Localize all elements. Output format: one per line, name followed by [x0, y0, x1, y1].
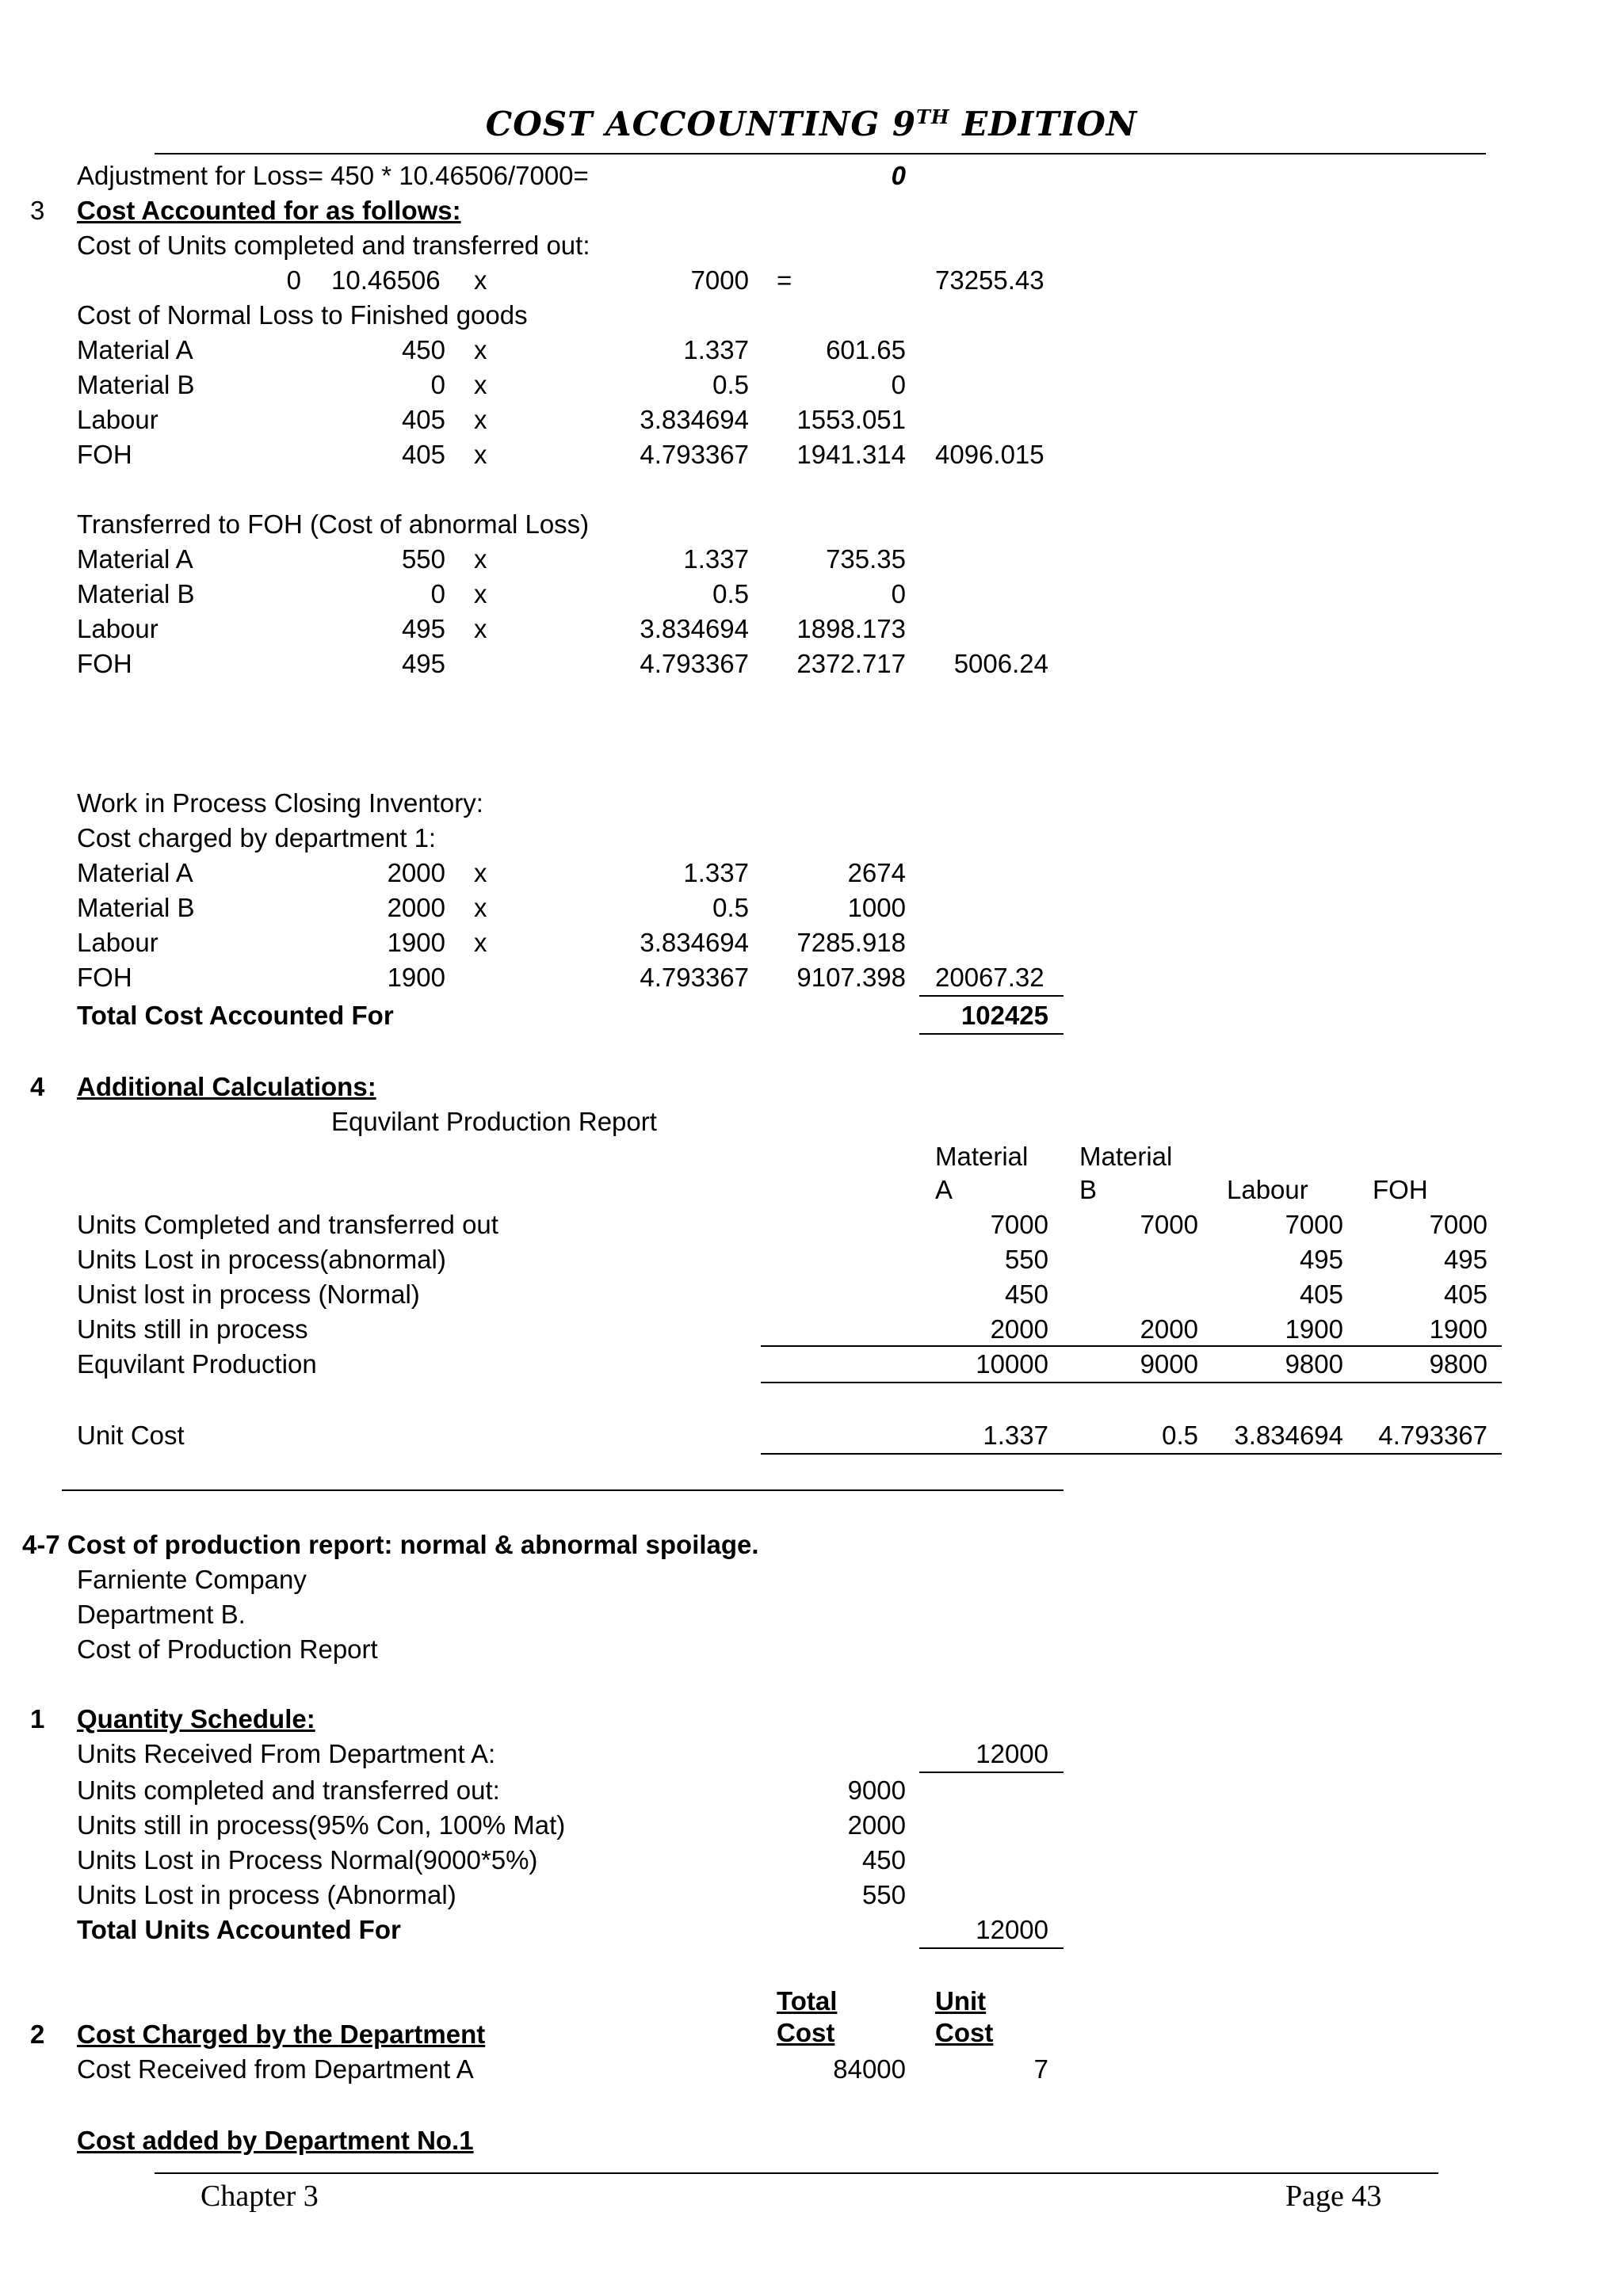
section-title: Cost Accounted for as follows:: [77, 196, 461, 225]
row-amount: 735.35: [826, 544, 906, 574]
section-number: 1: [30, 1704, 45, 1733]
wip-label: Work in Process Closing Inventory:: [77, 788, 483, 818]
cell-labour: 495: [1299, 1245, 1343, 1274]
units-received-value: 12000: [976, 1739, 1048, 1768]
cell-material-a: 550: [1004, 1245, 1048, 1274]
completed-units: 7000: [690, 265, 749, 295]
col-header-unit: Unit: [935, 1986, 987, 2016]
row-name: Material A: [77, 335, 193, 364]
cell-foh: 7000: [1429, 1210, 1487, 1239]
total-rule: [919, 1947, 1064, 1949]
row-label: Units Lost in Process Normal(9000*5%): [77, 1845, 538, 1875]
row-x: x: [474, 614, 487, 643]
row-rate: 0.5: [712, 370, 749, 399]
cell-material-b: 0.5: [1162, 1421, 1198, 1450]
row-rate: 4.793367: [640, 440, 749, 469]
col-header-material-b: Material: [1079, 1142, 1173, 1171]
cell-foh: 4.793367: [1378, 1421, 1487, 1450]
cost-received-unit: 7: [1033, 2054, 1048, 2084]
row-qty: 1900: [387, 928, 445, 957]
completed-total: 73255.43: [935, 265, 1044, 295]
cell-material-b: 7000: [1140, 1210, 1198, 1239]
row-name: Material A: [77, 544, 193, 574]
row-label: Units still in process(95% Con, 100% Mat): [77, 1810, 566, 1840]
cell-labour: 7000: [1285, 1210, 1343, 1239]
cell-labour: 9800: [1285, 1349, 1343, 1379]
row-name: Material A: [77, 858, 193, 887]
cell-foh: 405: [1443, 1280, 1487, 1309]
row-amount: 0: [891, 579, 906, 608]
row-qty: 495: [401, 649, 445, 678]
completed-rate: 10.46506: [331, 265, 441, 295]
row-qty: 2000: [387, 858, 445, 887]
row-qty: 0: [430, 370, 445, 399]
row-qty: 1900: [387, 963, 445, 992]
row-label: Units Completed and transferred out: [77, 1210, 498, 1239]
row-qty: 495: [401, 614, 445, 643]
table-rule: [761, 1382, 1502, 1383]
row-total: 5006.24: [953, 649, 1048, 678]
row-name: Material B: [77, 893, 195, 922]
cell-labour: 405: [1299, 1280, 1343, 1309]
col-header-material-a-sub: A: [935, 1175, 953, 1204]
total-units-value: 12000: [976, 1915, 1048, 1944]
row-name: FOH: [77, 440, 132, 469]
row-rate: 1.337: [683, 544, 749, 574]
abnormal-loss-label: Transferred to FOH (Cost of abnormal Loss): [77, 509, 590, 539]
cost-received-total: 84000: [833, 2054, 906, 2084]
row-amount: 2372.717: [796, 649, 906, 678]
report-name: Cost of Production Report: [77, 1634, 378, 1664]
footer-page-number: Page 43: [1285, 2180, 1382, 2213]
row-amount: 7285.918: [796, 928, 906, 957]
row-x: x: [474, 893, 487, 922]
row-label: Units Lost in process(abnormal): [77, 1245, 446, 1274]
row-amount: 9107.398: [796, 963, 906, 992]
row-qty: 450: [401, 335, 445, 364]
cell-material-a: 450: [1004, 1280, 1048, 1309]
row-name: Material B: [77, 579, 195, 608]
section-number: 2: [30, 2019, 45, 2049]
cell-material-b: 9000: [1140, 1349, 1198, 1379]
cell-labour: 1900: [1285, 1314, 1343, 1344]
subtotal-rule: [919, 995, 1064, 997]
row-qty: 0: [430, 579, 445, 608]
row-qty: 405: [401, 405, 445, 434]
header-rule: [155, 153, 1486, 154]
cell-foh: 9800: [1429, 1349, 1487, 1379]
problem-title: 4-7 Cost of production report: normal & abnormal spoilage.: [22, 1530, 759, 1559]
wip-sublabel: Cost charged by department 1:: [77, 823, 437, 852]
row-value: 450: [861, 1845, 906, 1875]
cell-material-a: 1.337: [983, 1421, 1048, 1450]
row-qty: 550: [401, 544, 445, 574]
completed-label: Cost of Units completed and transferred out:: [77, 231, 590, 260]
footer-rule: [155, 2172, 1438, 2174]
col-header-unit-sub: Cost: [935, 2018, 994, 2047]
adjustment-value: 0: [891, 161, 906, 190]
cell-material-b: 2000: [1140, 1314, 1198, 1344]
cost-received-label: Cost Received from Department A: [77, 2054, 474, 2084]
row-rate: 1.337: [683, 858, 749, 887]
row-x: x: [474, 405, 487, 434]
row-rate: 3.834694: [640, 405, 749, 434]
adjustment-label: Adjustment for Loss= 450 * 10.46506/7000=: [77, 161, 589, 190]
col-header-material-a: Material: [935, 1142, 1029, 1171]
report-title: Equvilant Production Report: [331, 1107, 657, 1136]
units-received-label: Units Received From Department A:: [77, 1739, 496, 1768]
row-rate: 4.793367: [640, 649, 749, 678]
row-rate: 3.834694: [640, 928, 749, 957]
row-value: 9000: [847, 1775, 906, 1805]
row-name: FOH: [77, 649, 132, 678]
row-qty: 405: [401, 440, 445, 469]
cell-material-a: 2000: [990, 1314, 1048, 1344]
col-header-total: Total: [777, 1986, 838, 2016]
row-name: Labour: [77, 405, 158, 434]
row-label: Units still in process: [77, 1314, 308, 1344]
row-value: 550: [861, 1880, 906, 1909]
row-label: Units completed and transferred out:: [77, 1775, 500, 1805]
page-header-title: COST ACCOUNTING 9TH EDITION: [485, 105, 1138, 143]
cell-foh: 495: [1443, 1245, 1487, 1274]
cell-labour: 3.834694: [1234, 1421, 1343, 1450]
row-x: x: [474, 370, 487, 399]
row-name: Labour: [77, 614, 158, 643]
row-x: x: [474, 928, 487, 957]
total-rule: [919, 1033, 1064, 1035]
row-amount: 1898.173: [796, 614, 906, 643]
section-number: 4: [30, 1072, 45, 1101]
row-rate: 0.5: [712, 579, 749, 608]
completed-a: 0: [286, 265, 301, 295]
total-units-label: Total Units Accounted For: [77, 1915, 401, 1944]
total-cost-label: Total Cost Accounted For: [77, 1001, 394, 1030]
row-name: Labour: [77, 928, 158, 957]
row-amount: 1941.314: [796, 440, 906, 469]
col-header-material-b-sub: B: [1079, 1175, 1098, 1204]
row-total: 4096.015: [935, 440, 1044, 469]
row-amount: 1000: [847, 893, 906, 922]
row-amount: 601.65: [826, 335, 906, 364]
row-x: x: [474, 579, 487, 608]
row-rate: 1.337: [683, 335, 749, 364]
row-amount: 0: [891, 370, 906, 399]
row-label: Unist lost in process (Normal): [77, 1280, 420, 1309]
section-title: Quantity Schedule:: [77, 1704, 315, 1733]
section-number: 3: [30, 196, 45, 225]
completed-eq: =: [777, 265, 792, 295]
row-x: x: [474, 858, 487, 887]
row-label: Equvilant Production: [77, 1349, 317, 1379]
section-title: Additional Calculations:: [77, 1072, 376, 1101]
row-x: x: [474, 544, 487, 574]
row-value: 2000: [847, 1810, 906, 1840]
col-header-labour: Labour: [1227, 1175, 1308, 1204]
row-name: Material B: [77, 370, 195, 399]
row-total: 20067.32: [935, 963, 1044, 992]
cell-material-a: 7000: [990, 1210, 1048, 1239]
normal-loss-label: Cost of Normal Loss to Finished goods: [77, 300, 528, 330]
department-name: Department B.: [77, 1600, 246, 1629]
row-amount: 2674: [847, 858, 906, 887]
row-rate: 3.834694: [640, 614, 749, 643]
table-rule: [761, 1453, 1502, 1455]
cell-material-a: 10000: [976, 1349, 1048, 1379]
row-amount: 1553.051: [796, 405, 906, 434]
row-x: x: [474, 440, 487, 469]
cost-added-label: Cost added by Department No.1: [77, 2126, 474, 2155]
completed-x: x: [474, 265, 487, 295]
row-label: Unit Cost: [77, 1421, 185, 1450]
section-divider: [62, 1489, 1064, 1491]
cell-foh: 1900: [1429, 1314, 1487, 1344]
col-header-total-sub: Cost: [777, 2018, 835, 2047]
row-qty: 2000: [387, 893, 445, 922]
section-title: Cost Charged by the Department: [77, 2019, 486, 2049]
subtotal-rule: [919, 1772, 1064, 1773]
row-name: FOH: [77, 963, 132, 992]
company-name: Farniente Company: [77, 1565, 307, 1594]
row-label: Units Lost in process (Abnormal): [77, 1880, 456, 1909]
footer-chapter: Chapter 3: [200, 2180, 319, 2213]
total-cost-value: 102425: [960, 1001, 1048, 1030]
table-rule: [761, 1345, 1502, 1347]
col-header-foh: FOH: [1373, 1175, 1428, 1204]
row-x: x: [474, 335, 487, 364]
row-rate: 4.793367: [640, 963, 749, 992]
row-rate: 0.5: [712, 893, 749, 922]
